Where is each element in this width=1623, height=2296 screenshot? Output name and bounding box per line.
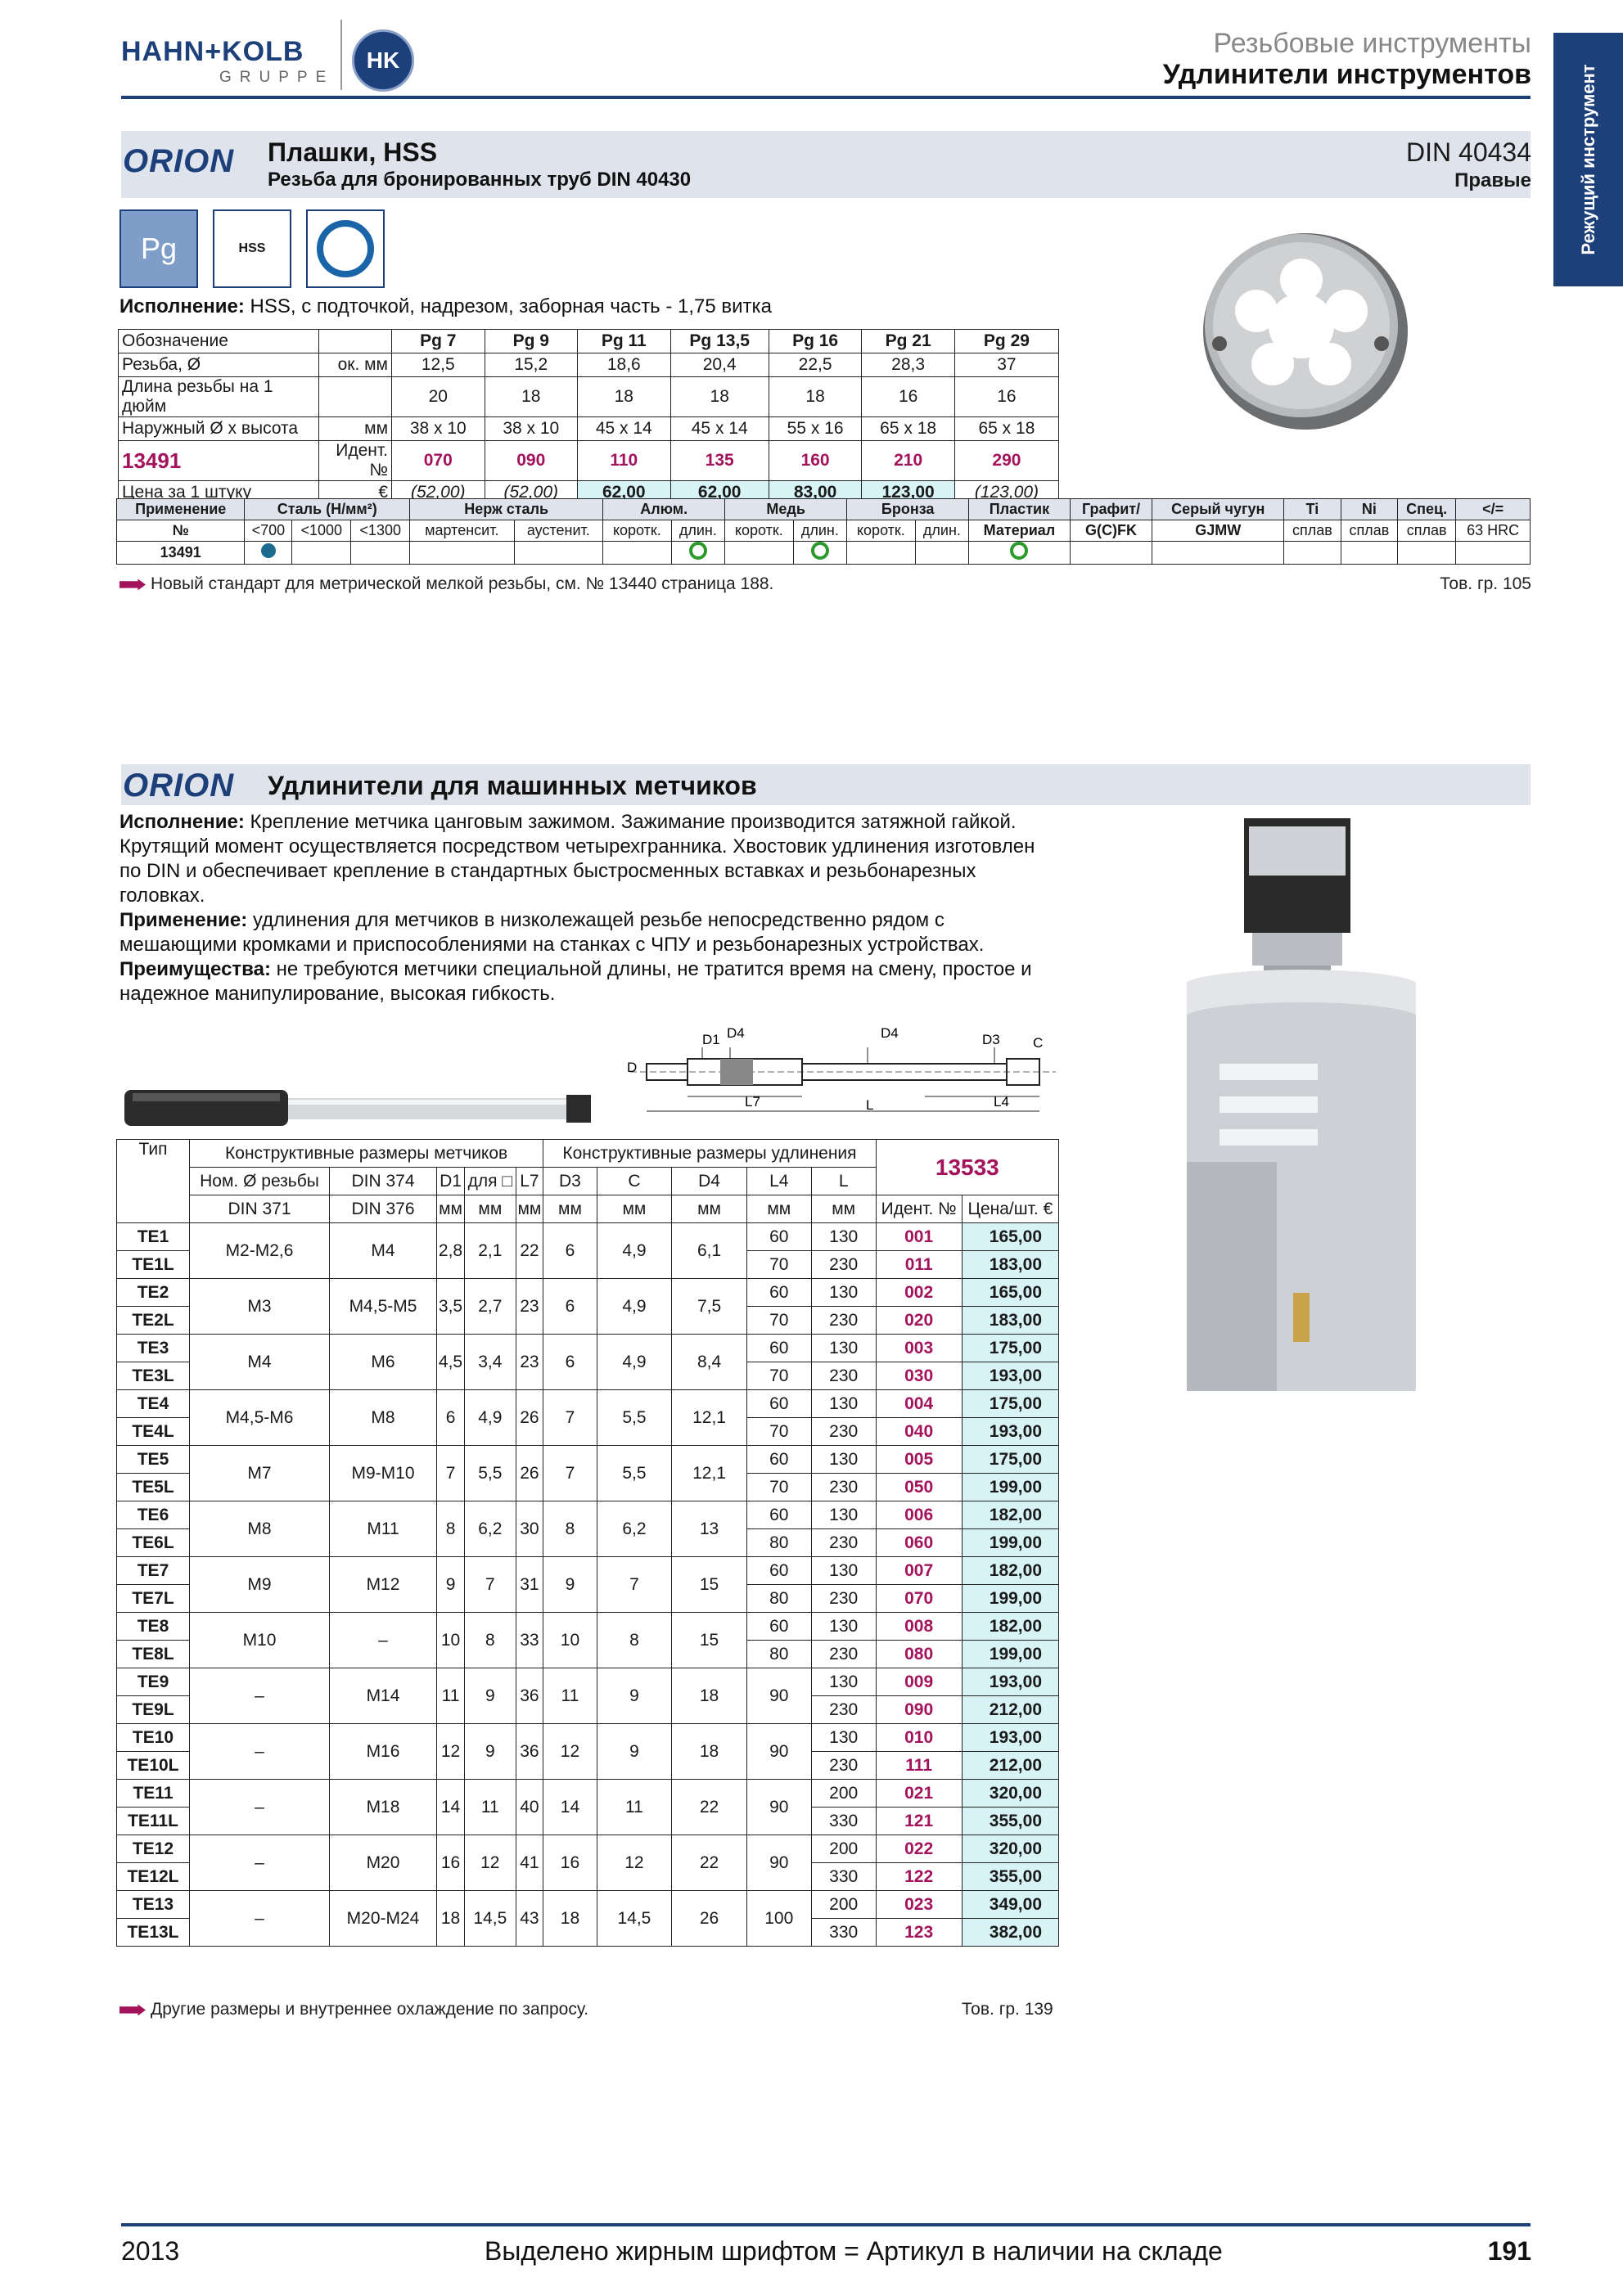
- table-cell: 11: [543, 1668, 597, 1724]
- pg-thread-icon: Pg: [119, 209, 198, 288]
- table-cell: 175,00: [962, 1335, 1058, 1362]
- footer-rule: [121, 2223, 1531, 2226]
- table-cell: 26: [516, 1390, 543, 1446]
- table-cell: 8,4: [672, 1335, 747, 1390]
- table-cell: 182,00: [962, 1613, 1058, 1641]
- table-cell: TE11L: [117, 1808, 190, 1835]
- table-cell: 36: [516, 1668, 543, 1724]
- table-cell: 7: [543, 1390, 597, 1446]
- table-cell: 122: [876, 1863, 962, 1891]
- table-row: [117, 1279, 1059, 1307]
- table-cell: 100: [746, 1891, 811, 1947]
- table-cell: 90: [746, 1835, 811, 1891]
- table-cell: 90: [746, 1780, 811, 1835]
- table-cell: 70: [746, 1251, 811, 1279]
- table-row: [117, 1668, 1059, 1696]
- table-cell: M4: [190, 1335, 330, 1390]
- table-cell: 060: [876, 1529, 962, 1557]
- table-cell: 15: [672, 1613, 747, 1668]
- table-cell: 9: [543, 1557, 597, 1613]
- table-cell: 70: [746, 1418, 811, 1446]
- table-cell: 22: [672, 1835, 747, 1891]
- table-cell: 70: [746, 1474, 811, 1501]
- table-cell: 18: [672, 1724, 747, 1780]
- table-row: [117, 1335, 1059, 1362]
- dim-label: C: [1033, 1035, 1044, 1051]
- table-row: [117, 1557, 1059, 1585]
- table-row: [117, 1446, 1059, 1474]
- hss-material-icon: HSS: [213, 209, 291, 288]
- extension-in-fixture-photo: [1170, 818, 1432, 1440]
- table-cell: TE4L: [117, 1418, 190, 1446]
- table-cell: –: [190, 1780, 330, 1835]
- side-tab-label: Режущий инструмент: [1578, 64, 1598, 255]
- table-cell: 12: [465, 1835, 516, 1891]
- table-cell: –: [190, 1835, 330, 1891]
- table-cell: 199,00: [962, 1529, 1058, 1557]
- table-cell: 022: [876, 1835, 962, 1863]
- table-cell: M9: [190, 1557, 330, 1613]
- table-cell: 050: [876, 1474, 962, 1501]
- table-row: [117, 1724, 1059, 1752]
- table-cell: 11: [465, 1780, 516, 1835]
- section1-execution: Исполнение: HSS, с подточкой, надрезом, заборная часть - 1,75 витка: [119, 295, 772, 317]
- table-cell: 182,00: [962, 1501, 1058, 1529]
- table-cell: 165,00: [962, 1223, 1058, 1251]
- table-cell: 009: [876, 1668, 962, 1696]
- table-cell: 183,00: [962, 1307, 1058, 1335]
- logo-subtitle: GRUPPE: [219, 69, 335, 86]
- table-cell: 130: [811, 1557, 876, 1585]
- table-cell: 199,00: [962, 1585, 1058, 1613]
- table-row: [117, 1891, 1059, 1919]
- table-cell: 020: [876, 1307, 962, 1335]
- table-cell: 23: [516, 1279, 543, 1335]
- table-cell: 004: [876, 1390, 962, 1418]
- table-cell: 18: [437, 1891, 465, 1947]
- table-cell: 4,9: [597, 1279, 672, 1335]
- table-cell: 199,00: [962, 1474, 1058, 1501]
- dim-label: D1: [702, 1032, 720, 1047]
- table-cell: 130: [811, 1668, 876, 1696]
- table-row: [117, 1780, 1059, 1808]
- table-cell: 7: [465, 1557, 516, 1613]
- table-cell: 12,1: [672, 1390, 747, 1446]
- table-cell: 230: [811, 1474, 876, 1501]
- table-cell: 230: [811, 1251, 876, 1279]
- table-cell: 130: [811, 1501, 876, 1529]
- table-cell: 320,00: [962, 1835, 1058, 1863]
- table-cell: 60: [746, 1223, 811, 1251]
- arrow-right-icon: [119, 579, 146, 590]
- table-cell: 193,00: [962, 1668, 1058, 1696]
- table-cell: 121: [876, 1808, 962, 1835]
- table-cell: 080: [876, 1641, 962, 1668]
- table-cell: –: [330, 1613, 437, 1668]
- table-cell: 165,00: [962, 1279, 1058, 1307]
- table-cell: 4,9: [465, 1390, 516, 1446]
- logo-wordmark: HAHN+KOLB: [121, 36, 304, 67]
- table-cell: 60: [746, 1501, 811, 1529]
- table-cell: M20-M24: [330, 1891, 437, 1947]
- table-cell: 001: [876, 1223, 962, 1251]
- table-cell: 200: [811, 1835, 876, 1863]
- table-cell: 230: [811, 1307, 876, 1335]
- table-cell: 8: [597, 1613, 672, 1668]
- footer-year: 2013: [121, 2236, 180, 2266]
- table-cell: 070: [876, 1585, 962, 1613]
- table-cell: 023: [876, 1891, 962, 1919]
- extension-table: Тип Конструктивные размеры метчиков Конструктивные размеры удлинения 13533 Ном. Ø резьбы DIN 374 D1 для □ L7 D3 C D4 L4 L DIN 371 DIN 376 мм мм мм мм мм мм мм мм Идент. № Цена/шт. € TE1 M2-M2,6 M4 2,8 2,1 22 6 4,9 6,1 60 130 001 165,00 TE1L 70 230 011 183,00 TE2 M3 M4,5-M5 3,5 2,7 23 6 4,9 7,5 60 130 002 165,00 TE2L 70 230 020 183,00 TE3 M4 M6 4,5 3,4 23 6 4,9 8,4 60 130 003 175,00 TE3L 70 230 030 193,00 TE4 M4,5-M6 M8 6 4,9 26 7 5,5 12,1 60 130 004 175,00 TE4L 70 230 040 193,00 TE5 M7 M9-M10 7 5,5 26 7 5,5 12,1 60 130 005 175,00 TE5L 70 230 050 199,00 TE6 M8 M11 8 6,2 30 8 6,2 13 60 130 006 182,00 TE6L 80 230 060 199,00 TE7 M9 M12 9 7 31 9 7 15 60 130 007 182,00 TE7L 80 230 070 199,00 TE8 M10 – 10 8 33 10 8 15 60 130 008 182,00 TE8L 80 230 080 199,00 TE9 – M14 11 9 36 11 9 18 90 130 009 193,00 TE9L 230 090 212,00 TE10 – M16 12 9 36 12 9 18 90 130 010 193,00 TE10L 230 111 212,00 TE11 – M18 14 11 40 14 11 22 90 200 021 320,00 TE11L 330 121 355,00 TE12 – M20 16 12 41 16 12 22 90 200 022 320,00 TE12L 330 122 355,00 TE13 – M20-M24 18 14,5 43 18 14,5 26 100 200 023 349,00 TE13L 330 123 382,00: [116, 1139, 1059, 1947]
- table-cell: 130: [811, 1446, 876, 1474]
- table-cell: 14: [437, 1780, 465, 1835]
- advantages-paragraph: Преимущества: не требуются метчики специальной длины, не тратится время на смену, простое и надежное манипулирование, высокая гибкость.: [119, 958, 1032, 1005]
- table-cell: M14: [330, 1668, 437, 1724]
- table-cell: 010: [876, 1724, 962, 1752]
- table-cell: 31: [516, 1557, 543, 1613]
- table-cell: 12: [597, 1835, 672, 1891]
- table-cell: 230: [811, 1585, 876, 1613]
- table-cell: 5,5: [465, 1446, 516, 1501]
- table-cell: 330: [811, 1863, 876, 1891]
- table-row: [117, 1613, 1059, 1641]
- table-cell: 130: [811, 1223, 876, 1251]
- table-cell: 230: [811, 1641, 876, 1668]
- orion-logo: ORION: [123, 768, 235, 804]
- table-cell: TE5: [117, 1446, 190, 1474]
- table-cell: M3: [190, 1279, 330, 1335]
- table-cell: –: [190, 1668, 330, 1724]
- table-cell: 040: [876, 1418, 962, 1446]
- table-cell: 212,00: [962, 1696, 1058, 1724]
- table-cell: TE9L: [117, 1696, 190, 1724]
- table-cell: 200: [811, 1891, 876, 1919]
- section2-title: Удлинители для машинных метчиков: [268, 771, 757, 800]
- section1-direction: Правые: [1454, 169, 1531, 191]
- table-cell: TE7L: [117, 1585, 190, 1613]
- header-category: Резьбовые инструменты: [1213, 28, 1531, 59]
- table-cell: 8: [543, 1501, 597, 1557]
- table-cell: 2,8: [437, 1223, 465, 1279]
- table-cell: 14,5: [597, 1891, 672, 1947]
- table-cell: 80: [746, 1585, 811, 1613]
- table-cell: 008: [876, 1613, 962, 1641]
- table-cell: TE8L: [117, 1641, 190, 1668]
- table-cell: TE10L: [117, 1752, 190, 1780]
- table-cell: 4,5: [437, 1335, 465, 1390]
- table-cell: TE6: [117, 1501, 190, 1529]
- table-cell: –: [190, 1891, 330, 1947]
- table-cell: 41: [516, 1835, 543, 1891]
- table-cell: 3,4: [465, 1335, 516, 1390]
- section2-product-group: Тов. гр. 139: [962, 2000, 1053, 2019]
- table-cell: M9-M10: [330, 1446, 437, 1501]
- table-cell: 9: [597, 1668, 672, 1724]
- table-cell: 7: [543, 1446, 597, 1501]
- execution-paragraph: Исполнение: Крепление метчика цанговым зажимом. Зажимание производится затяжной гайкой. Крутящий момент осуществляется посредством четырехгранника. Хвостовик удлинения изготовлен по DIN и обеспечивает крепление в стандартных быстросменных вставках и резьбонарезных головках.: [119, 811, 1035, 907]
- table-cell: 130: [811, 1724, 876, 1752]
- table-cell: 14: [543, 1780, 597, 1835]
- table-cell: 8: [437, 1501, 465, 1557]
- table-cell: –: [190, 1724, 330, 1780]
- table-cell: 43: [516, 1891, 543, 1947]
- table-cell: 10: [543, 1613, 597, 1668]
- section2-note: Другие размеры и внутреннее охлаждение по запросу.: [119, 2000, 588, 2019]
- table-cell: TE2: [117, 1279, 190, 1307]
- table-cell: 005: [876, 1446, 962, 1474]
- conditional-ring: [1010, 542, 1028, 560]
- table-cell: 80: [746, 1641, 811, 1668]
- table-cell: 230: [811, 1752, 876, 1780]
- table-cell: 4,9: [597, 1335, 672, 1390]
- table-cell: 230: [811, 1529, 876, 1557]
- table-cell: 006: [876, 1501, 962, 1529]
- table-cell: M6: [330, 1335, 437, 1390]
- section1-subtitle: Резьба для бронированных труб DIN 40430: [268, 169, 692, 191]
- dim-label: D4: [727, 1025, 745, 1041]
- table-cell: 90: [746, 1668, 811, 1724]
- table-cell: 33: [516, 1613, 543, 1668]
- table-cell: 8: [465, 1613, 516, 1668]
- section1-product-group: Тов. гр. 105: [1440, 574, 1531, 593]
- section1-note: Новый стандарт для метрической мелкой резьбы, см. № 13440 страница 188.: [119, 574, 773, 594]
- table-cell: 22: [516, 1223, 543, 1279]
- table-cell: 16: [543, 1835, 597, 1891]
- table-cell: 40: [516, 1780, 543, 1835]
- table-cell: 12: [437, 1724, 465, 1780]
- table-cell: TE6L: [117, 1529, 190, 1557]
- table-cell: 22: [672, 1780, 747, 1835]
- header-rule: [121, 96, 1531, 99]
- logo-mark: HK: [352, 29, 414, 92]
- table-cell: 11: [437, 1668, 465, 1724]
- table-cell: 6,1: [672, 1223, 747, 1279]
- table-row: [117, 1835, 1059, 1863]
- table-cell: 7,5: [672, 1279, 747, 1335]
- table-cell: 6: [543, 1335, 597, 1390]
- page-number: 191: [1487, 2236, 1531, 2266]
- table-cell: 60: [746, 1557, 811, 1585]
- table-cell: 2,1: [465, 1223, 516, 1279]
- table-cell: 6: [437, 1390, 465, 1446]
- section1-norm: DIN 40434: [1406, 137, 1531, 167]
- table-cell: M2-M2,6: [190, 1223, 330, 1279]
- table-cell: TE5L: [117, 1474, 190, 1501]
- section1-title: Плашки, HSS: [268, 137, 438, 167]
- table-cell: 111: [876, 1752, 962, 1780]
- table-cell: 021: [876, 1780, 962, 1808]
- table-cell: 200: [811, 1780, 876, 1808]
- table-cell: 2,7: [465, 1279, 516, 1335]
- table-cell: 130: [811, 1279, 876, 1307]
- table-cell: 18: [672, 1668, 747, 1724]
- table-cell: TE3L: [117, 1362, 190, 1390]
- table-cell: M18: [330, 1780, 437, 1835]
- table-cell: TE1: [117, 1223, 190, 1251]
- table-cell: 123: [876, 1919, 962, 1947]
- dim-label: D3: [982, 1032, 1000, 1047]
- table-row: [117, 1223, 1059, 1251]
- table-cell: 330: [811, 1808, 876, 1835]
- table-cell: 130: [811, 1613, 876, 1641]
- footer-legend: Выделено жирным шрифтом = Артикул в наличии на складе: [485, 2236, 1223, 2266]
- table-cell: 90: [746, 1724, 811, 1780]
- table-cell: 199,00: [962, 1641, 1058, 1668]
- table-cell: M10: [190, 1613, 330, 1668]
- table-cell: 7: [437, 1446, 465, 1501]
- application-table: Применение Сталь (Н/мм²) Нерж сталь Алюм. Медь Бронза Пластик Графит/ Серый чугун Ti Ni Спец. </= № <700 <1000 <1300 мартенсит. аустенит. коротк. длин. коротк. длин. коротк. длин. Материал G(C)FK GJMW сплав сплав сплав 63 HRC 13491: [116, 498, 1531, 565]
- dimension-drawing: [622, 1023, 1064, 1121]
- table-row: [117, 1390, 1059, 1418]
- die-spec-table: Обозначение Pg 7 Pg 9 Pg 11 Pg 13,5 Pg 16 Pg 21 Pg 29 Резьба, Ø ок. мм 12,5 15,2 18,6 20,4 22,5 28,3 37 Длина резьбы на 1 дюйм 20 18 18 18 18 16 16 Наружный Ø x высота мм 38 x 10 38 x 10 45 x 14 45 x 14 55 x 16 65 x 18 65 x 18 13491 Идент. № 070 090 110 135 160 210 290 Цена за 1 штуку € (52,00) (52,00) 62,00 62,00 83,00 123,00 (123,00): [118, 329, 1059, 505]
- table-cell: 130: [811, 1335, 876, 1362]
- table-cell: M4: [330, 1223, 437, 1279]
- table-cell: M4,5-M6: [190, 1390, 330, 1446]
- table-cell: 80: [746, 1529, 811, 1557]
- table-cell: M7: [190, 1446, 330, 1501]
- table-cell: TE4: [117, 1390, 190, 1418]
- table-cell: M4,5-M5: [330, 1279, 437, 1335]
- table-cell: 70: [746, 1307, 811, 1335]
- arrow-right-icon: [119, 2004, 146, 2015]
- table-cell: 11: [597, 1780, 672, 1835]
- table-cell: 18: [543, 1891, 597, 1947]
- table-cell: 6: [543, 1223, 597, 1279]
- table-cell: TE13L: [117, 1919, 190, 1947]
- table-cell: TE7: [117, 1557, 190, 1585]
- table-cell: M12: [330, 1557, 437, 1613]
- table-cell: 15: [672, 1557, 747, 1613]
- table-cell: TE12: [117, 1835, 190, 1863]
- conditional-ring: [811, 542, 829, 560]
- table-cell: 5,5: [597, 1390, 672, 1446]
- table-cell: TE2L: [117, 1307, 190, 1335]
- table-cell: 9: [465, 1724, 516, 1780]
- table-cell: 60: [746, 1446, 811, 1474]
- table-cell: M20: [330, 1835, 437, 1891]
- table-cell: 355,00: [962, 1808, 1058, 1835]
- table-cell: M8: [190, 1501, 330, 1557]
- table-cell: TE12L: [117, 1863, 190, 1891]
- table-cell: 12,1: [672, 1446, 747, 1501]
- table-cell: 14,5: [465, 1891, 516, 1947]
- table-cell: 4,9: [597, 1223, 672, 1279]
- table-cell: 355,00: [962, 1863, 1058, 1891]
- table-cell: 193,00: [962, 1724, 1058, 1752]
- company-logo: [121, 16, 416, 98]
- table-cell: 193,00: [962, 1418, 1058, 1446]
- table-cell: 183,00: [962, 1251, 1058, 1279]
- extension-table-body: [117, 1223, 1059, 1947]
- table-cell: 230: [811, 1696, 876, 1724]
- table-cell: 382,00: [962, 1919, 1058, 1947]
- table-cell: 007: [876, 1557, 962, 1585]
- table-cell: 9: [465, 1668, 516, 1724]
- table-cell: 212,00: [962, 1752, 1058, 1780]
- table-cell: TE8: [117, 1613, 190, 1641]
- table-cell: 60: [746, 1279, 811, 1307]
- table-cell: 10: [437, 1613, 465, 1668]
- table-cell: 175,00: [962, 1390, 1058, 1418]
- table-cell: 6: [543, 1279, 597, 1335]
- section2-description: [119, 810, 1061, 1006]
- table-cell: TE13: [117, 1891, 190, 1919]
- table-cell: M8: [330, 1390, 437, 1446]
- table-cell: 003: [876, 1335, 962, 1362]
- table-cell: 193,00: [962, 1362, 1058, 1390]
- header-subcategory: Удлинители инструментов: [1162, 59, 1531, 90]
- round-die-icon: [306, 209, 385, 288]
- table-cell: 030: [876, 1362, 962, 1390]
- table-cell: 13: [672, 1501, 747, 1557]
- dim-label: L4: [994, 1094, 1009, 1110]
- table-cell: 349,00: [962, 1891, 1058, 1919]
- table-cell: 16: [437, 1835, 465, 1891]
- table-cell: 002: [876, 1279, 962, 1307]
- table-cell: 7: [597, 1557, 672, 1613]
- table-cell: TE1L: [117, 1251, 190, 1279]
- dim-label: D: [627, 1060, 638, 1075]
- table-cell: 60: [746, 1335, 811, 1362]
- dim-label: L: [866, 1097, 874, 1113]
- table-row: [117, 1501, 1059, 1529]
- table-cell: TE9: [117, 1668, 190, 1696]
- table-cell: 9: [437, 1557, 465, 1613]
- table-cell: 011: [876, 1251, 962, 1279]
- table-cell: 70: [746, 1362, 811, 1390]
- table-cell: 9: [597, 1724, 672, 1780]
- suitable-dot: [261, 543, 276, 558]
- table-cell: M16: [330, 1724, 437, 1780]
- table-cell: 3,5: [437, 1279, 465, 1335]
- table-cell: M11: [330, 1501, 437, 1557]
- table-cell: 230: [811, 1418, 876, 1446]
- table-cell: 60: [746, 1390, 811, 1418]
- table-cell: 12: [543, 1724, 597, 1780]
- tap-extension-photo: [124, 1078, 599, 1137]
- orion-logo: ORION: [123, 143, 235, 179]
- table-cell: 26: [672, 1891, 747, 1947]
- table-cell: 6,2: [597, 1501, 672, 1557]
- table-cell: 090: [876, 1696, 962, 1724]
- table-cell: 36: [516, 1724, 543, 1780]
- table-cell: 320,00: [962, 1780, 1058, 1808]
- table-cell: 30: [516, 1501, 543, 1557]
- table-cell: TE10: [117, 1724, 190, 1752]
- table-cell: TE3: [117, 1335, 190, 1362]
- table-cell: 60: [746, 1613, 811, 1641]
- table-cell: 330: [811, 1919, 876, 1947]
- table-cell: 23: [516, 1335, 543, 1390]
- dim-label: D4: [881, 1025, 899, 1041]
- dim-label: L7: [745, 1094, 760, 1110]
- side-tab[interactable]: [1553, 33, 1623, 286]
- table-cell: 175,00: [962, 1446, 1058, 1474]
- round-die-image: [1187, 221, 1416, 450]
- logo-divider: [340, 20, 342, 90]
- table-cell: 130: [811, 1390, 876, 1418]
- table-cell: 5,5: [597, 1446, 672, 1501]
- conditional-ring: [689, 542, 707, 560]
- table-cell: 182,00: [962, 1557, 1058, 1585]
- table-cell: 26: [516, 1446, 543, 1501]
- table-cell: TE11: [117, 1780, 190, 1808]
- table-cell: 6,2: [465, 1501, 516, 1557]
- table-cell: 230: [811, 1362, 876, 1390]
- application-paragraph: Применение: удлинения для метчиков в низколежащей резьбе непосредственно рядом с мешающими кромками и приспособлениями на станках с ЧПУ и резьбонарезных устройствах.: [119, 909, 985, 956]
